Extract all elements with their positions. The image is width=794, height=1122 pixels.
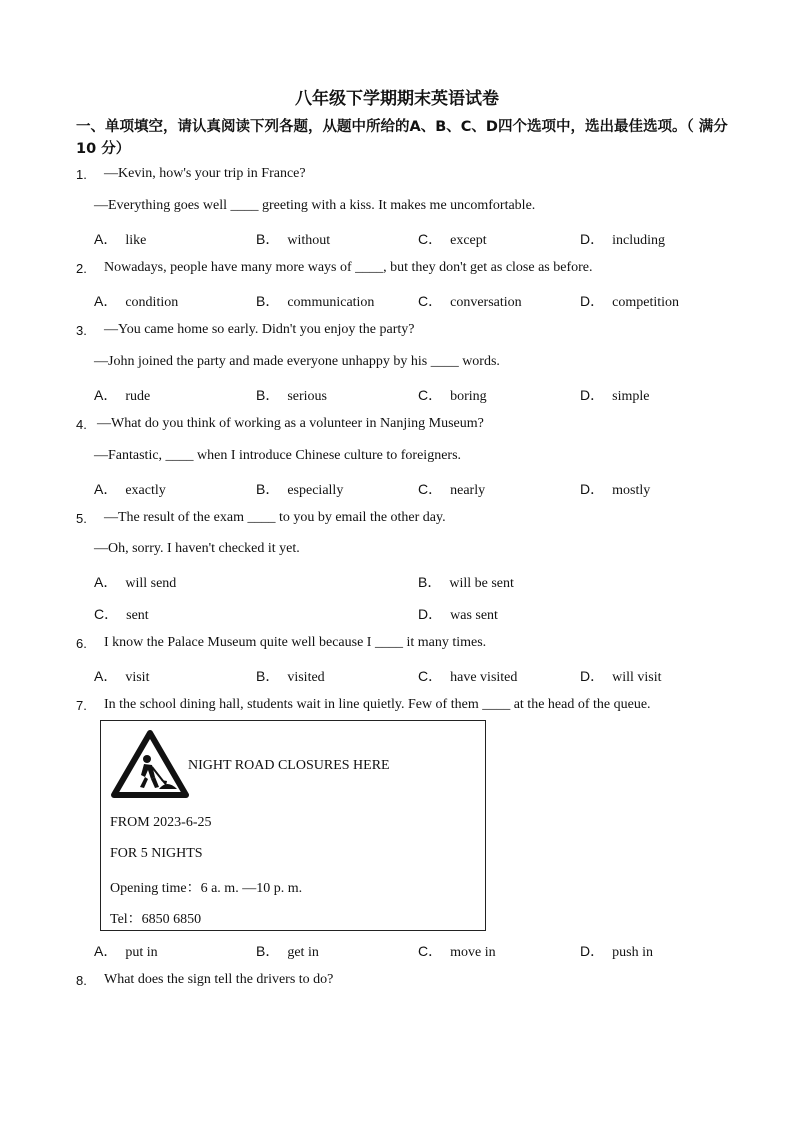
sign-phone: Tel：6850 6850	[110, 912, 202, 927]
question-line: I know the Palace Museum quite well because I ____ it many times.	[104, 635, 487, 650]
option-b[interactable]: B． especially	[256, 481, 344, 498]
question-number: 2.	[76, 261, 87, 276]
question-line: —Oh, sorry. I haven't checked it yet.	[94, 541, 300, 556]
option-a[interactable]: A． visit	[94, 668, 150, 685]
sign-from-date: FROM 2023-6-25	[110, 815, 212, 830]
question-number: 5.	[76, 511, 87, 526]
sign-hours: Opening time：6 a. m. —10 p. m.	[110, 881, 303, 896]
road-work-warning-icon	[111, 729, 189, 799]
option-a[interactable]: A． exactly	[94, 481, 166, 498]
option-a[interactable]: A． put in	[94, 943, 158, 960]
option-a[interactable]: A． like	[94, 231, 147, 248]
option-b[interactable]: B． visited	[256, 668, 325, 685]
option-d[interactable]: D． will visit	[580, 668, 662, 685]
option-d[interactable]: D． competition	[580, 293, 680, 310]
option-c[interactable]: C． except	[418, 231, 487, 248]
option-d[interactable]: D． push in	[580, 943, 653, 960]
option-a[interactable]: A． condition	[94, 293, 179, 310]
question-number: 4.	[76, 417, 87, 432]
option-b[interactable]: B． get in	[256, 943, 319, 960]
question-number: 6.	[76, 636, 87, 651]
sign-duration: FOR 5 NIGHTS	[110, 846, 203, 861]
question-number: 7.	[76, 698, 87, 713]
option-c[interactable]: C． conversation	[418, 293, 522, 310]
option-b[interactable]: B． serious	[256, 387, 328, 404]
question-line: What does the sign tell the drivers to do?	[104, 972, 334, 987]
option-d[interactable]: D． including	[580, 231, 666, 248]
question-number: 1.	[76, 167, 87, 182]
option-a[interactable]: A． rude	[94, 387, 151, 404]
page-title: 八年级下学期期末英语试卷	[295, 89, 499, 109]
question-line: —What do you think of working as a volunteer in Nanjing Museum?	[97, 416, 484, 431]
question-line: In the school dining hall, students wait in line quietly. Few of them ____ at the head of the queue.	[104, 697, 651, 712]
option-d[interactable]: D． was sent	[418, 606, 498, 623]
option-c[interactable]: C． have visited	[418, 668, 518, 685]
question-line: —Fantastic, ____ when I introduce Chinese culture to foreigners.	[94, 448, 462, 463]
option-b[interactable]: B． will be sent	[418, 574, 514, 591]
option-c[interactable]: C． boring	[418, 387, 487, 404]
option-c[interactable]: C． move in	[418, 943, 496, 960]
section-heading: 一、单项填空，请认真阅读下列各题，从题中所给的A、B、C、D四个选项中，选出最佳选项。（ 满分 10 分）	[76, 119, 728, 157]
road-sign	[100, 720, 486, 931]
question-line: —Kevin, how's your trip in France?	[104, 166, 306, 181]
sign-heading: NIGHT ROAD CLOSURES HERE	[188, 758, 390, 773]
question-line: —You came home so early. Didn't you enjoy the party?	[104, 322, 415, 337]
option-a[interactable]: A． will send	[94, 574, 177, 591]
question-line: —The result of the exam ____ to you by email the other day.	[104, 510, 446, 525]
option-b[interactable]: B． without	[256, 231, 331, 248]
option-d[interactable]: D． simple	[580, 387, 650, 404]
option-c[interactable]: C． nearly	[418, 481, 486, 498]
option-b[interactable]: B． communication	[256, 293, 375, 310]
question-number: 8.	[76, 973, 87, 988]
question-number: 3.	[76, 323, 87, 338]
option-d[interactable]: D． mostly	[580, 481, 651, 498]
option-c[interactable]: C． sent	[94, 606, 149, 623]
question-line: —John joined the party and made everyone unhappy by his ____ words.	[94, 354, 500, 369]
question-line: Nowadays, people have many more ways of ____, but they don't get as close as before.	[104, 260, 593, 275]
question-line: —Everything goes well ____ greeting with a kiss. It makes me uncomfortable.	[94, 198, 536, 213]
